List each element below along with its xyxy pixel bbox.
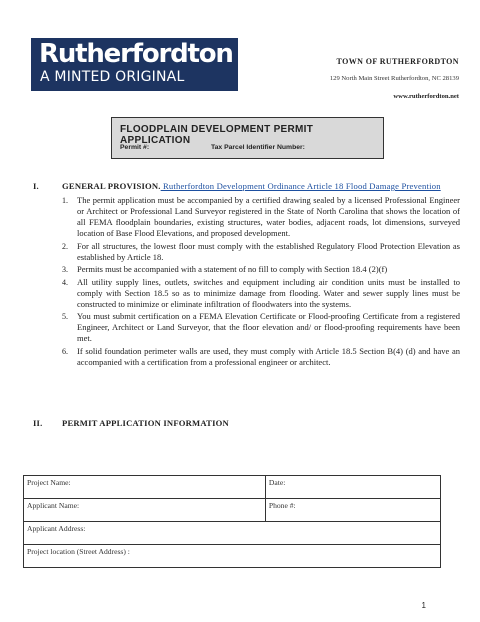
logo-tagline: A MINTED ORIGINAL (40, 69, 185, 85)
parcel-id-label: Tax Parcel Identifier Number: (211, 144, 305, 151)
list-item: 6. If solid foundation perimeter walls are used, they must comply with Article 18.5 Section B(4) (d) and have an accompanied with a certification from a professional engineer or architect. (62, 345, 460, 367)
town-address: 129 North Main Street Rutherfordton, NC 28139 (329, 75, 459, 82)
provisions-list (62, 195, 460, 369)
applicant-name-field[interactable]: Applicant Name: (24, 499, 266, 522)
ordinance-link[interactable]: Rutherfordton Development Ordinance Article 18 Flood Damage Prevention (160, 181, 441, 191)
section-number: I. (33, 181, 39, 191)
applicant-address-field[interactable]: Applicant Address: (24, 522, 441, 545)
date-field[interactable]: Date: (265, 476, 440, 499)
list-item: 1. The permit application must be accompanied by a certified drawing sealed by a licensed Professional Engineer or Architect or Professional Land Surveyor registered in the State of North Carolina that shows the location of all FEMA floodplain boundaries, existing structures, water bodies, adjacent roads, lot dimensions, surveyed location of Base Flood Elevations, and proposed development. (62, 195, 460, 238)
project-name-field[interactable]: Project Name: (24, 476, 266, 499)
list-item: 2. For all structures, the lowest floor must comply with the established Regulatory Flood Protection Elevation as established by Article 18. (62, 240, 460, 262)
town-website: www.rutherfordton.net (393, 93, 459, 100)
section-permit-info (33, 418, 229, 428)
logo-wordmark: Rutherfordton (39, 39, 233, 69)
town-logo (31, 38, 238, 91)
section-heading: GENERAL PROVISION. (62, 181, 161, 191)
permit-header-box (111, 117, 384, 159)
page-number: 1 (421, 601, 426, 610)
list-item: 3. Permits must be accompanied with a statement of no fill to comply with Section 18.4 (2)(f) (62, 264, 388, 274)
section-number: II. (33, 418, 43, 428)
project-location-field[interactable]: Project location (Street Address) : (24, 545, 441, 568)
phone-field[interactable]: Phone #: (265, 499, 440, 522)
form-title: FLOODPLAIN DEVELOPMENT PERMIT APPLICATION (120, 124, 314, 146)
permit-number-label: Permit #: (120, 144, 150, 151)
list-item: 4. All utility supply lines, outlets, switches and equipment including air condition units must be installed to comply with Section 18.5 so as to minimize damage from flooding. Water and sewer supply lines must be constructed to minimize or eliminate infiltration of floodwaters into the systems. (62, 276, 460, 309)
list-item: 5. You must submit certification on a FEMA Elevation Certificate or Flood-proofing Certificate from a registered Engineer, Architect or Land Surveyor, that the floor elevation and/ or flood-proofing requirements have been met. (62, 311, 460, 343)
section-general-provision (33, 181, 441, 191)
application-form-table (23, 475, 441, 568)
section-heading: PERMIT APPLICATION INFORMATION (62, 418, 229, 428)
town-name: TOWN OF RUTHERFORDTON (336, 57, 459, 66)
